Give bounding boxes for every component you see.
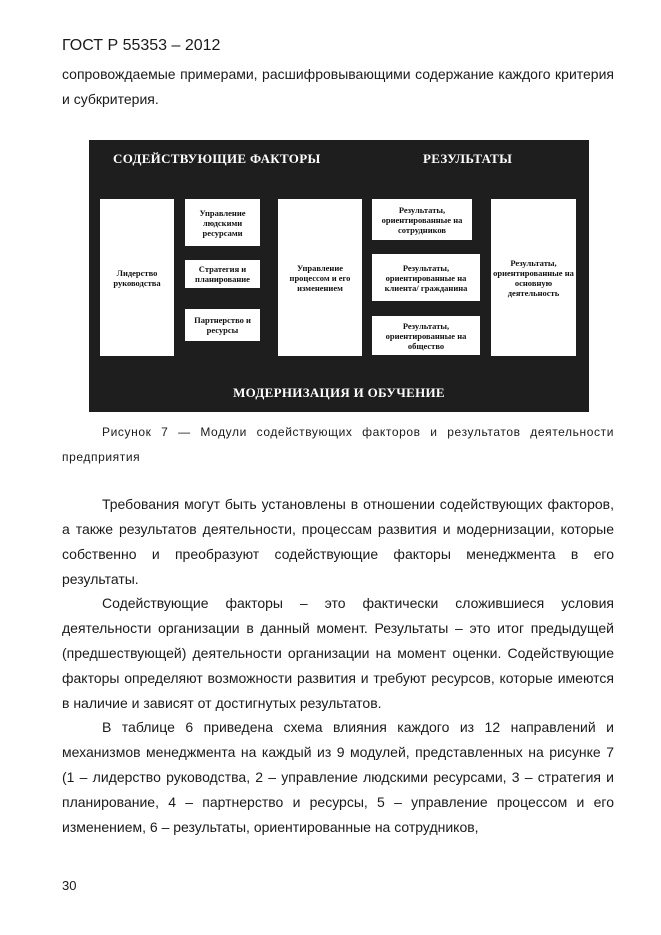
module-people-results: Результаты, ориентированные на сотрудников [372,199,472,240]
page-number: 30 [62,878,77,893]
module-strategy: Стратегия и планирование [185,260,260,288]
figure-diagram [89,140,589,412]
module-key-results: Результаты, ориентированные на основную деятельность [491,199,576,356]
figure-caption: Рисунок 7 — Модули содействующих факторов и результатов деятельности предприятия [62,425,614,464]
module-customer-results: Результаты, ориентированные на клиента/ гражданина [372,254,480,301]
module-leadership: Лидерство руководства [100,199,174,356]
module-society-results: Результаты, ориентированные на общество [372,316,480,355]
results-heading: РЕЗУЛЬТАТЫ [423,151,513,166]
module-people: Управление людскими ресурсами [185,199,260,246]
body-paragraph: Требования могут быть установлены в отношении содействующих факторов, а также результатов деятельности, процессам развития и модернизации, которые собственно и преобразуют содействующие факторы менеджмента в его результаты. [62,496,614,587]
module-process: Управление процессом и его изменением [278,199,362,356]
module-partnership: Партнерство и ресурсы [185,309,260,341]
innovation-footer: МОДЕРНИЗАЦИЯ И ОБУЧЕНИЕ [233,385,445,400]
body-paragraph: Содействующие факторы – это фактически сложившиеся условия деятельности организации в данный момент. Результаты – это итог предыдущей (предшествующей) деятельности организации на момент оценки. Содействующие факторы определяют возможности развития и требуют ресурсов, которые имеются в наличие и зависят от достигнутых результатов. [62,595,614,711]
document-header: ГОСТ Р 55353 – 2012 [62,37,221,54]
intro-paragraph: сопровождаемые примерами, расшифровывающими содержание каждого критерия и субкритерия. [62,66,614,107]
body-paragraph: В таблице 6 приведена схема влияния каждого из 12 направлений и механизмов менеджмента на каждый из 9 модулей, представленных на рисунке 7 (1 – лидерство руководства, 2 – управление людскими ресурсами, 3 – стратегия и планирование, 4 – партнерство и ресурсы, 5 – управление процессом и его изменением, 6 – результаты, ориентированные на сотрудников, [62,719,614,835]
enablers-heading: СОДЕЙСТВУЮЩИЕ ФАКТОРЫ [113,151,321,166]
